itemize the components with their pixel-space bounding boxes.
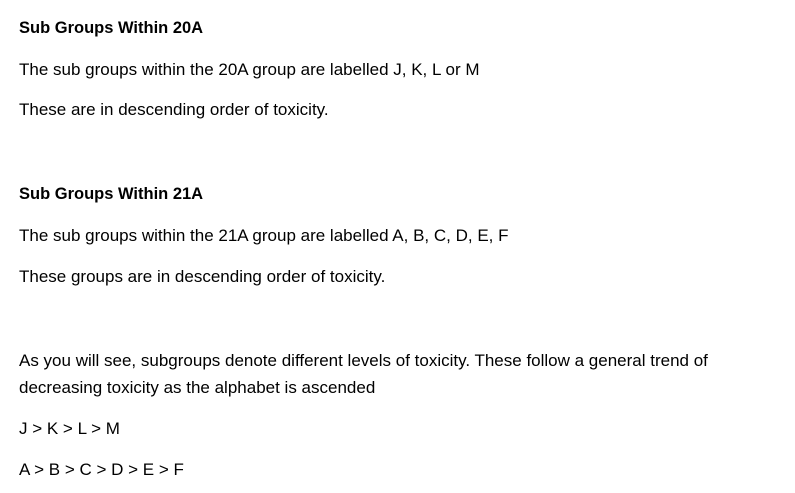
heading-sub-groups-21a: Sub Groups Within 21A bbox=[19, 185, 204, 203]
text-21a-order-note: These groups are in descending order of toxicity. bbox=[19, 267, 386, 286]
order-20a-sequence: J > K > L > M bbox=[19, 419, 120, 438]
text-20a-order-note: These are in descending order of toxicity. bbox=[19, 100, 329, 119]
order-21a-sequence: A > B > C > D > E > F bbox=[19, 460, 184, 479]
summary-paragraph: As you will see, subgroups denote different levels of toxicity. These follow a general trend of decreasing toxicity as the alphabet is ascended bbox=[19, 351, 708, 397]
heading-sub-groups-20a: Sub Groups Within 20A bbox=[19, 19, 204, 37]
text-21a-labels: The sub groups within the 21A group are labelled A, B, C, D, E, F bbox=[19, 226, 509, 245]
text-20a-labels: The sub groups within the 20A group are labelled J, K, L or M bbox=[19, 60, 480, 79]
